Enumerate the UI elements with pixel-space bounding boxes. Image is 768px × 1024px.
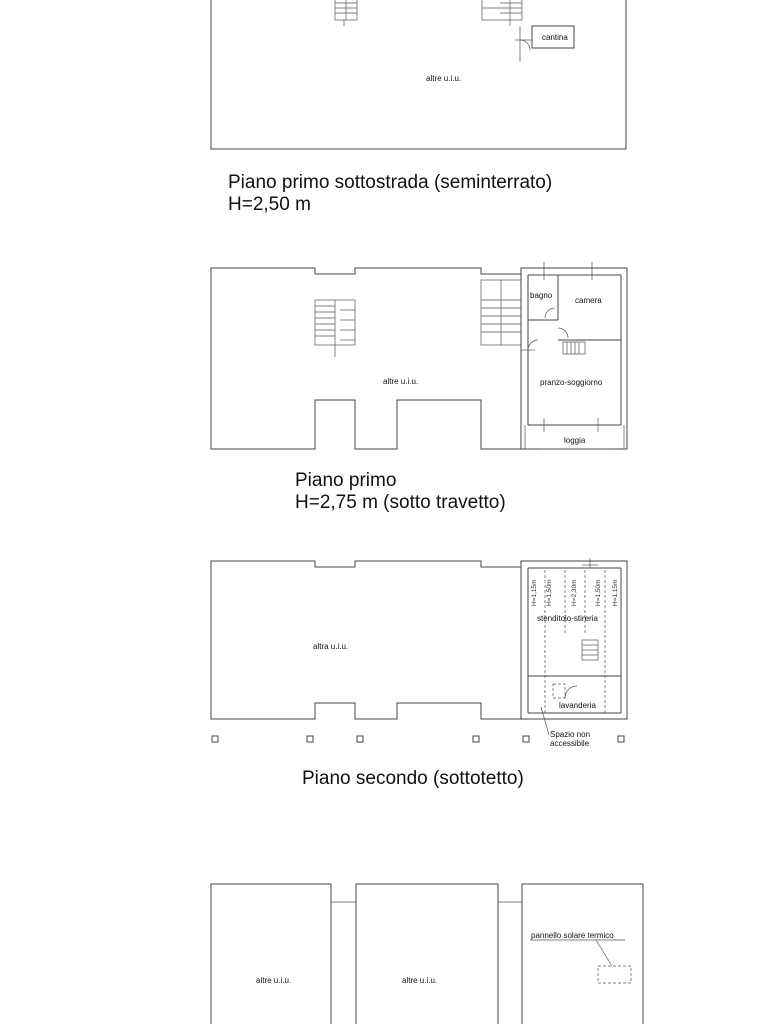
height-label-1: H=1,15m <box>531 579 538 606</box>
first-floor-stair-right <box>481 280 521 345</box>
first-floor-outline <box>211 268 521 449</box>
height-label-2: H=1,50m <box>546 579 553 606</box>
second-floor-outline <box>211 561 521 719</box>
basement-title: Piano primo sottostrada (seminterrato) <box>228 172 553 193</box>
basement-plan <box>211 0 626 149</box>
bedroom-label: camera <box>575 296 602 305</box>
not-accessible-label-line1: Spazio non <box>550 730 591 739</box>
second-floor-other-unit-label: altra u.i.u. <box>313 642 349 651</box>
roof-other-units-label-b: altre u.i.u. <box>402 976 438 985</box>
roof-other-units-label-a: altre u.i.u. <box>256 976 292 985</box>
second-floor-caption <box>302 768 524 790</box>
first-floor-plan <box>211 262 627 449</box>
solar-panel-outline <box>598 966 631 983</box>
living-room-label: pranzo-soggiorno <box>540 378 603 387</box>
drying-room-label: stenditoio-stireria <box>537 614 598 623</box>
basement-other-units-label: altre u.i.u. <box>426 74 462 83</box>
first-floor-stair-left <box>315 300 355 357</box>
loggia-label: loggia <box>564 436 586 445</box>
not-accessible-label-line2: accessibile <box>550 739 590 748</box>
first-floor-height: H=2,75 m (sotto travetto) <box>295 492 506 513</box>
first-floor-other-units-label: altre u.i.u. <box>383 377 419 386</box>
laundry-label: lavanderia <box>559 701 596 710</box>
basement-stair-right <box>482 0 522 26</box>
height-label-4: H=1,50m <box>595 579 602 606</box>
solar-panel-label: pannello solare termico <box>531 931 614 940</box>
cellar-room <box>515 26 574 62</box>
basement-caption <box>228 172 552 216</box>
second-floor-title: Piano secondo (sottotetto) <box>302 768 524 789</box>
first-floor-title: Piano primo <box>295 470 397 491</box>
basement-outline <box>211 0 626 149</box>
height-label-3: H=2,30m <box>571 579 578 606</box>
height-label-5: H=1,15m <box>612 579 619 606</box>
first-floor-caption <box>295 470 506 514</box>
bathroom-label: bagno <box>530 291 553 300</box>
second-floor-plan <box>211 558 627 748</box>
cellar-label: cantina <box>542 33 568 42</box>
basement-height: H=2,50 m <box>228 194 311 215</box>
basement-stair-left <box>335 0 357 26</box>
roof-plan <box>211 884 643 1024</box>
